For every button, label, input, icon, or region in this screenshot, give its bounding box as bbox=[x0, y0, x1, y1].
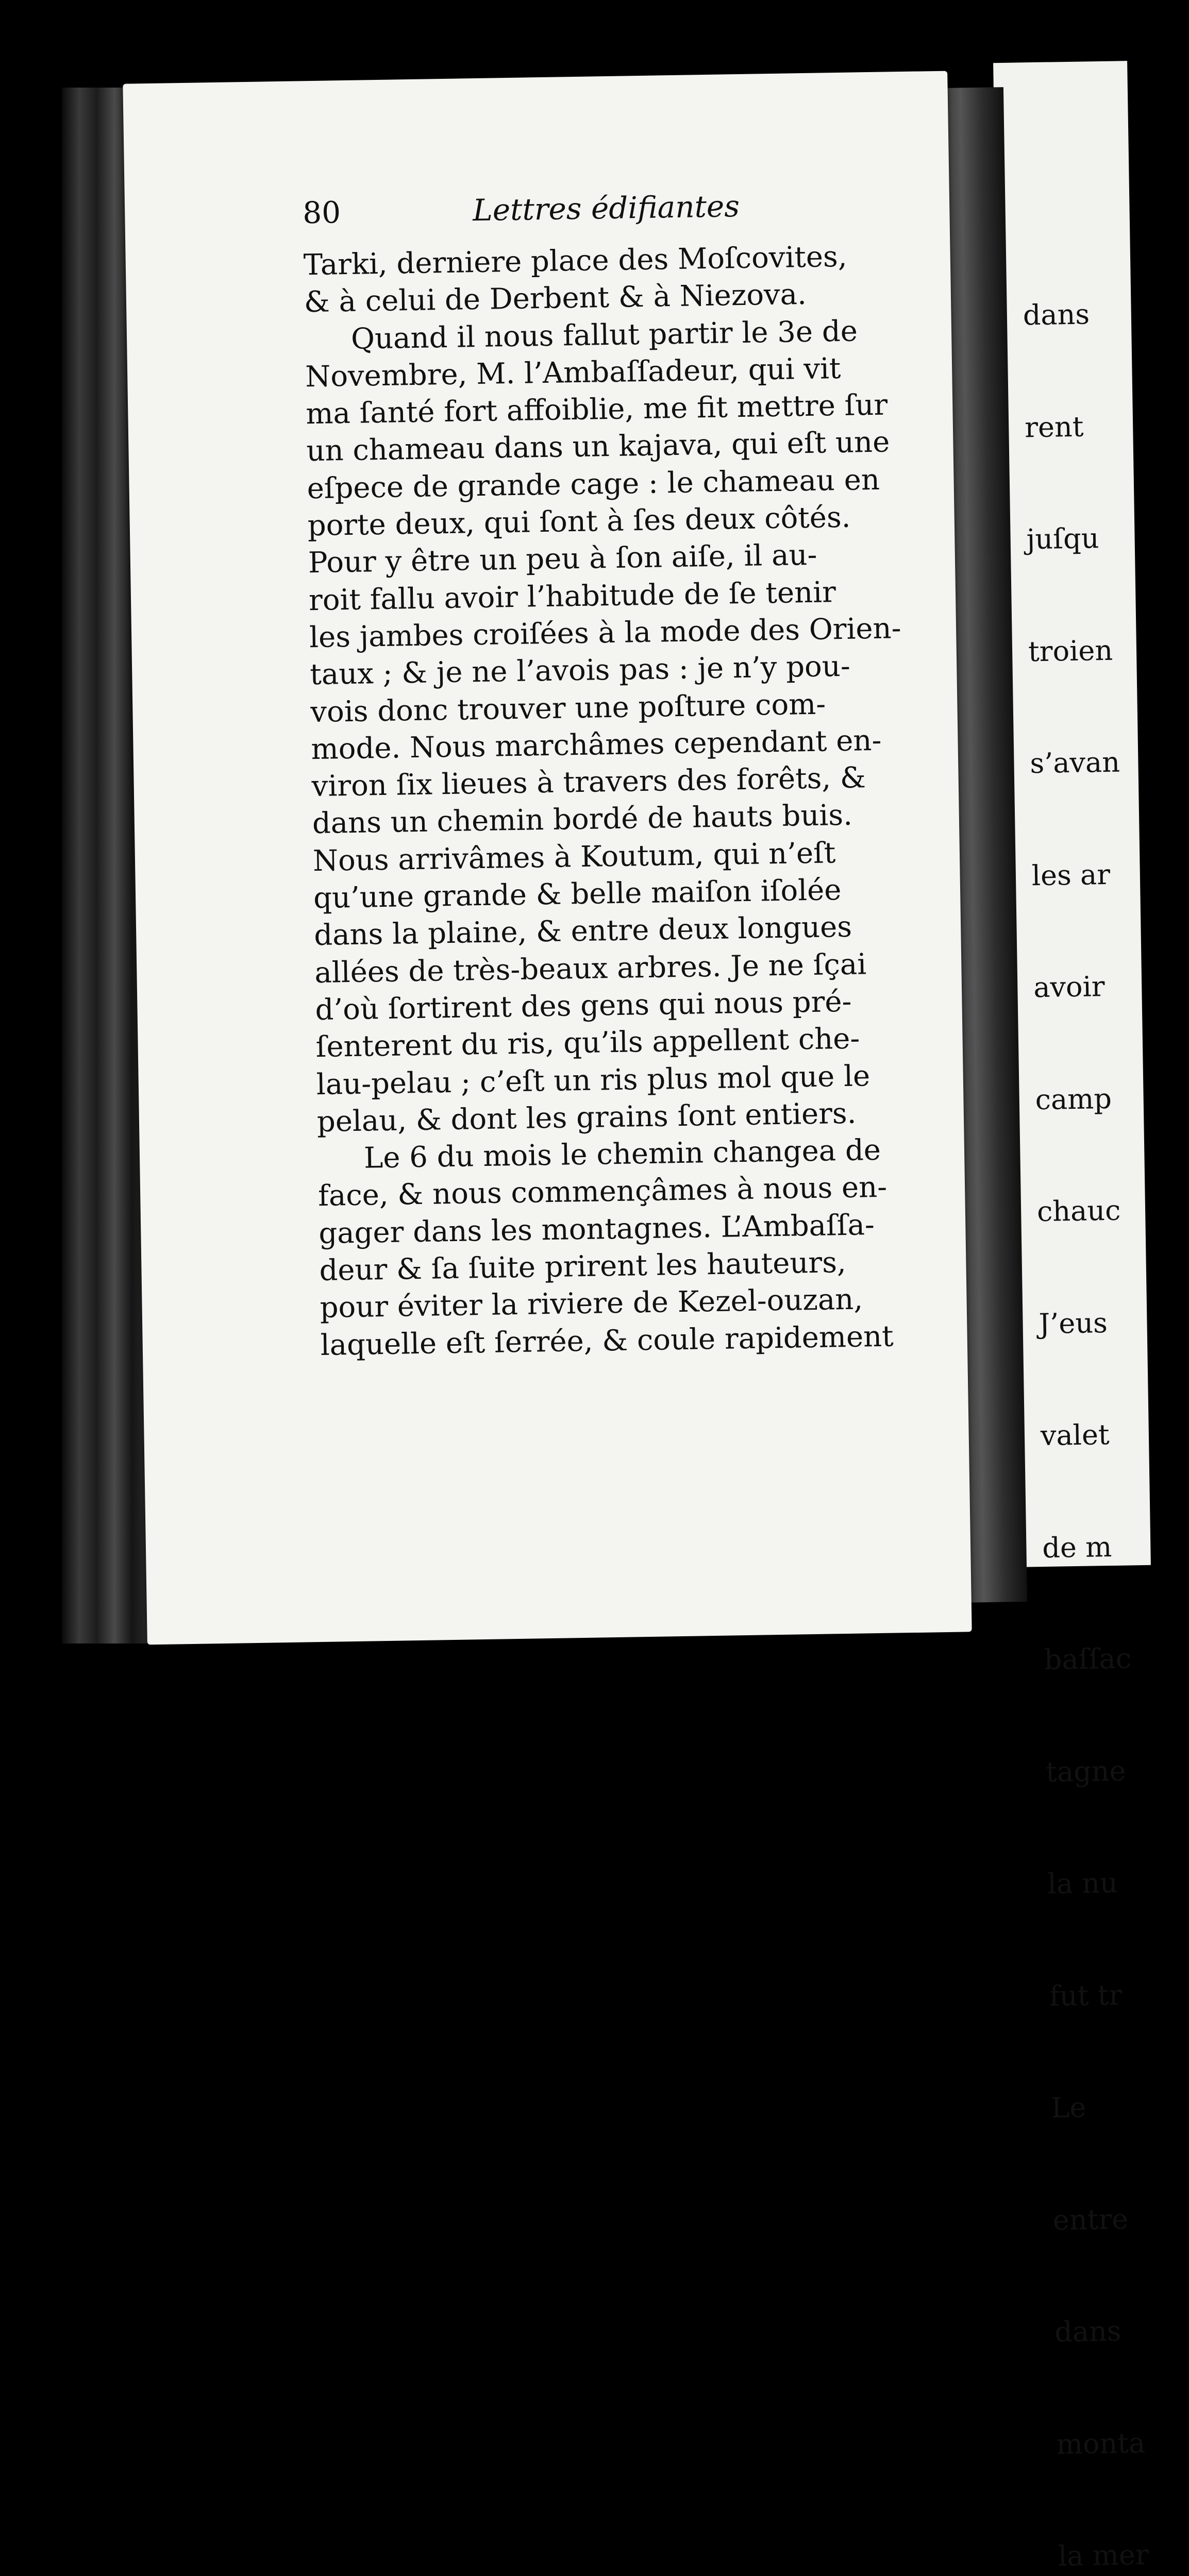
page-header bbox=[303, 187, 855, 242]
text-line: Pour y être un peu à ſon aiſe, il au- bbox=[308, 538, 817, 580]
text-line: Novembre, M. l’Ambaſſadeur, qui vit bbox=[305, 351, 841, 394]
text-line: Tarki, derniere place des Moſcovites, bbox=[303, 240, 848, 282]
text-line: d’où ſortirent des gens qui nous pré- bbox=[315, 985, 852, 1027]
page-content bbox=[302, 187, 902, 1364]
next-page-line: la nu bbox=[1047, 1866, 1118, 1900]
text-line: gager dans les montagnes. L’Ambaſſa- bbox=[318, 1208, 875, 1250]
text-line: ma ſanté fort affoiblie, me fit mettre ſur bbox=[305, 388, 888, 431]
text-line: Nous arrivâmes à Koutum, qui n’eſt bbox=[312, 836, 836, 878]
next-page-line: rent bbox=[1024, 410, 1084, 444]
text-line: pour éviter la riviere de Kezel-ouzan, bbox=[320, 1282, 863, 1325]
next-page-line: troien bbox=[1028, 634, 1113, 668]
text-line: deur & ſa ſuite prirent les hauteurs, bbox=[319, 1246, 847, 1288]
next-page-line: camp bbox=[1035, 1082, 1112, 1116]
text-line: taux ; & je ne l’avois pas : je n’y pou- bbox=[309, 649, 851, 692]
next-page-line: tagne bbox=[1045, 1754, 1126, 1788]
next-page-line: baſſac bbox=[1044, 1642, 1132, 1676]
next-page-line: dans bbox=[1023, 298, 1090, 332]
text-line: roit fallu avoir l’habitude de ſe tenir bbox=[308, 575, 836, 617]
next-page-line: s’avan bbox=[1029, 745, 1120, 780]
text-line: dans la plaine, & entre deux longues bbox=[313, 910, 852, 953]
next-page-line: avoir bbox=[1033, 970, 1106, 1004]
next-page-line: J’eus bbox=[1039, 1306, 1108, 1340]
text-line: porte deux, qui ſont à ſes deux côtés. bbox=[307, 500, 851, 543]
text-line: viron ſix lieues à travers des forêts, & bbox=[311, 761, 866, 804]
text-line: Quand il nous fallut partir le 3e de bbox=[350, 314, 858, 356]
next-page-text bbox=[1021, 221, 1189, 2576]
next-page-line: chauc bbox=[1036, 1194, 1121, 1228]
book-page bbox=[123, 71, 972, 1645]
next-page-line: fut tr bbox=[1049, 1978, 1123, 2012]
text-line: qu’une grande & belle maiſon iſolée bbox=[313, 873, 842, 916]
text-line: eſpece de grande cage : le chameau en bbox=[307, 463, 880, 506]
next-page-line: juſqu bbox=[1026, 522, 1099, 556]
text-line: & à celui de Derbent & à Niezova. bbox=[304, 278, 807, 319]
text-line: pelau, & dont les grains ſont entiers. bbox=[316, 1096, 857, 1139]
next-page-line: entre bbox=[1052, 2202, 1129, 2236]
text-line: un chameau dans un kajava, qui eſt une bbox=[306, 425, 890, 468]
text-line: laquelle eſt ſerrée, & coule rapidement bbox=[320, 1319, 894, 1362]
next-page-line: dans bbox=[1054, 2314, 1122, 2348]
next-page-line: la mer bbox=[1058, 2538, 1149, 2572]
next-page-line: de m bbox=[1042, 1530, 1112, 1564]
next-page-line: les ar bbox=[1031, 858, 1111, 892]
text-line: dans un chemin bordé de hauts buis. bbox=[312, 799, 853, 841]
next-page-line: valet bbox=[1040, 1418, 1110, 1452]
text-line: face, & nous commençâmes à nous en- bbox=[317, 1171, 887, 1213]
text-line: ſenterent du ris, qu’ils appellent che- bbox=[315, 1022, 860, 1064]
text-line: allées de très-beaux arbres. Je ne ſçai bbox=[314, 947, 867, 990]
next-page-line: Le bbox=[1050, 2091, 1086, 2124]
text-line: lau-pelau ; c’eſt un ris plus mol que le bbox=[316, 1059, 870, 1101]
text-line: Le 6 du mois le chemin changea de bbox=[363, 1133, 881, 1175]
body-text bbox=[303, 238, 902, 1364]
text-line: les jambes croiſées à la mode des Orien- bbox=[309, 612, 902, 655]
text-line: vois donc trouver une poſture com- bbox=[310, 687, 826, 729]
page-number: 80 bbox=[302, 195, 341, 231]
next-page-line: monta bbox=[1056, 2426, 1146, 2461]
text-line: mode. Nous marchâmes cependant en- bbox=[311, 723, 882, 767]
running-title: Lettres édifiantes bbox=[472, 188, 740, 228]
